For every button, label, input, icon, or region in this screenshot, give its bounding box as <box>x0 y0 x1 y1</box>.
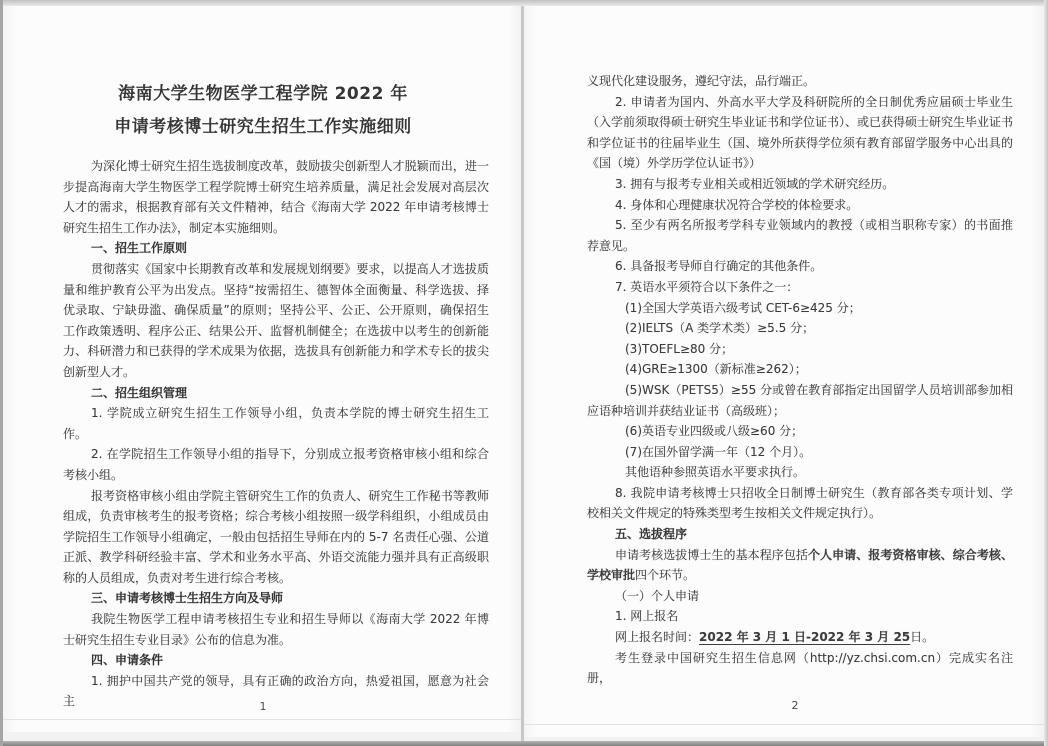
paragraph <box>63 156 489 238</box>
text-run: 5. 至少有两名所报考学科专业领域内的教授（或相当职称专家）的书面推荐意见。 <box>587 218 1013 253</box>
paragraph <box>587 483 1013 524</box>
document-title <box>50 78 476 144</box>
paragraph <box>587 648 1013 689</box>
paragraph <box>587 421 1013 442</box>
page-bottom-edge <box>3 719 521 720</box>
text-run: 贯彻落实《国家中长期教育改革和发展规划纲要》要求，以提高人才选拔质量和维护教育公平为出发点。坚持“按需招生、德智体全面衡量、科学选拔、择优录取、宁缺毋滥、确保质量”的原则；坚持公平、公正、公开原则，确保招生工作政策透明、程序公正、结果公开、监督机制健全；在选拔中以考生的创新能力、科研潜力和已获得的学术成果为依据，选拔具有创新能力和学术专长的拔尖创新型人才。 <box>63 261 489 379</box>
text-run: 8. 我院申请考核博士只招收全日制博士研究生（教育部各类专项计划、学校相关文件规定的特殊类型考生按相关文件规定执行）。 <box>587 485 1013 521</box>
text-run: 五、选拔程序 <box>615 527 688 542</box>
page-1-body <box>63 156 489 712</box>
paragraph <box>63 403 489 444</box>
paragraph <box>587 380 1013 421</box>
scan-frame-bottom <box>0 741 1048 746</box>
paragraph <box>587 627 1013 648</box>
text-run: 报考资格审核小组由学院主管研究生工作的负责人、研究生工作秘书等教师组成，负责审核考生的报考资格；综合考核小组按照一级学科组织，小组成员由学院招生工作领导小组确定，一般由包括招生导师在内的 5-7 名责任心强、公道正派、教学科研经验丰富、学术和业务水平高、外语交流能力强并具有正高级职称的人员组成，负责对考生进行综合考核。 <box>63 488 489 585</box>
text-run: 4. 身体和心理健康状况符合学校的体检要求。 <box>615 197 859 212</box>
scan-frame-top <box>0 0 1048 6</box>
text-run: 申请考核选拔博士生的基本程序包括 <box>615 547 808 562</box>
text-run: (7)在国外留学满一年（12 个月）。 <box>625 444 812 459</box>
paragraph <box>587 339 1013 360</box>
paragraph <box>587 277 1013 298</box>
paragraph <box>587 195 1013 216</box>
text-run: (2)IELTS（A 类学术类）≥5.5 分； <box>625 321 815 336</box>
scan-frame-right <box>1044 0 1048 746</box>
text-run: 2. 申请者为国内、外高水平大学及科研院所的全日制优秀应届硕士毕业生（入学前须取得硕士研究生毕业证书和学位证书）、或已获得硕士研究生毕业证书和学位证书的往届毕业生（国、境外所获得学位须有教育部留学服务中心出具的《国（境）外学历学位认证书》） <box>587 94 1014 171</box>
text-run: （一）个人申请 <box>615 588 700 603</box>
paragraph <box>587 606 1013 627</box>
text-run: 2022 年 3 月 1 日-2022 年 3 月 25 <box>699 630 911 645</box>
paragraph <box>587 359 1013 380</box>
text-run: (3)TOEFL≥80 分； <box>625 341 734 356</box>
page-divider <box>521 5 524 742</box>
section-heading <box>63 650 489 671</box>
text-run: 我院生物医学工程申请考核招生专业和招生导师以《海南大学 2022 年博士研究生招生专业目录》公布的信息为准。 <box>63 612 489 647</box>
text-run: (4)GRE≥1300（新标准≥262）； <box>625 362 807 377</box>
paragraph <box>63 259 489 383</box>
paragraph <box>587 256 1013 277</box>
paragraph <box>587 586 1013 607</box>
paragraph <box>587 92 1013 174</box>
document-page-2 <box>524 6 1044 737</box>
text-run: 为深化博士研究生招生选拔制度改革，鼓励拔尖创新型人才脱颖而出，进一步提高海南大学生物医学工程学院博士研究生培养质量，满足社会发展对高层次人才的需求，根据教育部有关文件精神，结合《海南大学 2022 年申请考核博士研究生招生工作办法》，制定本实施细则。 <box>63 159 489 235</box>
text-run: 1. 学院成立研究生招生工作领导小组，负责本学院的博士研究生招生工作。 <box>63 406 489 441</box>
text-run: 其他语种参照英语水平要求执行。 <box>625 465 806 480</box>
paragraph <box>587 215 1013 256</box>
section-heading <box>63 588 489 609</box>
paragraph <box>63 486 489 589</box>
page-bottom-edge <box>524 724 1044 725</box>
text-run: 1. 拥护中国共产党的领导，具有正确的政治方向，热爱祖国，愿意为社会主 <box>63 673 489 709</box>
paragraph <box>63 609 489 650</box>
paragraph <box>587 174 1013 195</box>
paragraph <box>587 442 1013 463</box>
paragraph <box>587 545 1013 586</box>
scan-frame-left <box>0 0 3 746</box>
text-run: 四、申请条件 <box>91 653 164 668</box>
text-run: (6)英语专业四级或八级≥60 分； <box>625 424 804 439</box>
text-run: 2. 在学院招生工作领导小组的指导下，分别成立报考资格审核小组和综合考核小组。 <box>63 447 489 482</box>
text-run: 三、申请考核博士生招生方向及导师 <box>91 591 284 606</box>
text-run: 3. 拥有与报考专业相关或相近领域的学术研究经历。 <box>615 176 895 191</box>
section-heading <box>63 383 489 404</box>
paragraph <box>587 318 1013 339</box>
document-page-1 <box>3 6 521 732</box>
text-run: 网上报名时间： <box>615 630 700 645</box>
page-2-body <box>587 71 1013 689</box>
paragraph <box>587 71 1013 92</box>
text-run: 1. 网上报名 <box>615 609 679 624</box>
section-heading <box>587 524 1013 545</box>
text-run: 四个环节。 <box>635 568 696 583</box>
text-run: 义现代化建设服务，遵纪守法，品行端正。 <box>587 74 816 88</box>
text-run: (5)WSK（PETS5）≥55 分或曾在教育部指定出国留学人员培训部参加相应语种培训并获结业证书（高级班）； <box>587 382 1013 418</box>
text-run: 二、招生组织管理 <box>91 385 188 400</box>
text-run: 一、招生工作原则 <box>91 241 188 256</box>
page-number: 2 <box>791 699 799 712</box>
section-heading <box>63 238 489 259</box>
text-run: (1)全国大学英语六级考试 CET-6≥425 分； <box>625 300 861 315</box>
text-run: 6. 具备报考导师自行确定的其他条件。 <box>615 259 823 274</box>
page-number: 1 <box>259 700 267 713</box>
paragraph <box>587 462 1013 483</box>
text-run: 个人申请、报考资格审核、综合考核、学校审批 <box>587 547 1013 583</box>
paragraph <box>63 444 489 485</box>
document-title-line-2: 申请考核博士研究生招生工作实施细则 <box>114 117 412 137</box>
document-title-line-1: 海南大学生物医学工程学院 2022 年 <box>118 84 408 104</box>
text-run: 考生登录中国研究生招生信息网（http://yz.chsi.com.cn）完成实名注册， <box>587 650 1013 686</box>
text-run: 7. 英语水平须符合以下条件之一： <box>615 279 799 294</box>
paragraph <box>587 298 1013 319</box>
text-run: 日。 <box>910 630 935 645</box>
